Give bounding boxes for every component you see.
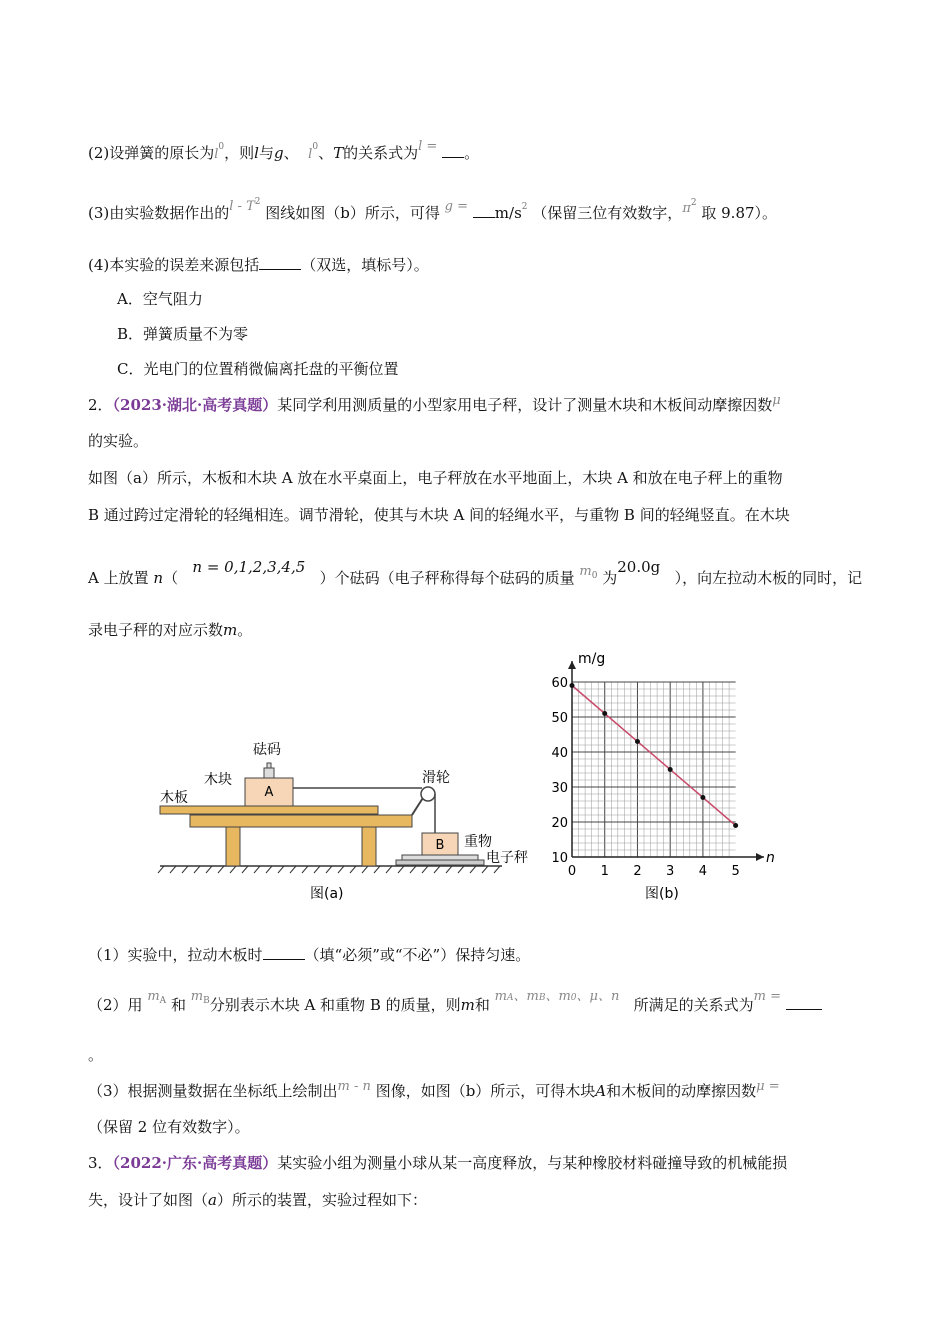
source-tag: （2023·湖北·高考真题）: [112, 396, 278, 414]
data-point: [570, 683, 575, 688]
q3-line2: 失，设计了如图（a）所示的装置，实验过程如下：: [88, 1191, 427, 1209]
caption-a: 图(a): [310, 886, 344, 902]
label-pulley: 滑轮: [422, 770, 450, 786]
x-tick-label: 1: [600, 864, 609, 879]
chart-marks: [570, 683, 739, 828]
answer-blank[interactable]: [259, 255, 301, 270]
answer-blank[interactable]: [786, 995, 822, 1010]
y-tick-label: 30: [551, 781, 568, 796]
data-point: [602, 711, 607, 716]
data-point: [635, 739, 640, 744]
y-axis-label: m/g: [578, 651, 606, 667]
figure-a: [150, 730, 540, 910]
option-a: A．空气阻力: [117, 290, 203, 308]
block-b-label: B: [435, 838, 445, 853]
y-tick-label: 60: [551, 676, 568, 691]
label-scale: 电子秤: [486, 850, 528, 866]
q3-line1: 3．（2022·广东·高考真题）某实验小组为测量小球从某一高度释放，与某种橡胶材料碰撞导致的机械能损: [88, 1154, 788, 1172]
figure-b-chart: [540, 645, 800, 910]
caption-b: 图(b): [645, 886, 679, 902]
chart-axes: [568, 661, 764, 861]
y-axis-arrow: [568, 661, 576, 669]
y-tick-label: 40: [551, 746, 568, 761]
q2-line4: B 通过跨过定滑轮的轻绳相连。调节滑轮，使其与木块 A 间的轻绳水平，与重物 B 间的轻绳竖直。在木块: [88, 506, 790, 524]
x-tick-label: 4: [698, 864, 708, 879]
q2-sub3-line2: （保留 2 位有效数字）。: [88, 1118, 250, 1136]
chart-grid: [572, 682, 736, 857]
answer-blank[interactable]: [263, 945, 305, 960]
answer-blank[interactable]: [442, 143, 464, 158]
fit-line: [572, 686, 736, 826]
x-tick-label: 0: [567, 864, 577, 879]
q1-part3: (3)由实验数据作出的l - $T^2$ 图线如图（b）所示，可得 $g = m/s^2$ （保留三位有效数字，$\pi^2$ 取 9.87）。: [88, 197, 778, 222]
x-axis-label: n: [766, 850, 775, 866]
q2-sub3: （3）根据测量数据在坐标纸上绘制出m - n 图像，如图（b）所示，可得木块A和木板间的动摩擦因数μ =: [88, 1079, 780, 1100]
label-board: 木板: [160, 790, 188, 806]
q1-part2: (2)设弹簧的原长为$l^0$，则l与g、 $l^0$、T的关系式为l = 。: [88, 139, 480, 162]
x-tick-label: 2: [633, 864, 642, 879]
block-a-label: A: [264, 785, 274, 800]
label-weight: 砝码: [253, 742, 281, 758]
q2-sub1: （1）实验中，拉动木板时 （填“必须”或“不必”）保持匀速。: [88, 946, 531, 964]
data-point: [733, 823, 738, 828]
option-b: B．弹簧质量不为零: [117, 325, 249, 343]
q2-sub2: （2）用 $m^A$ 和 $m^B$分别表示木块 A 和重物 B 的质量，则m和 mA、mB、m0、μ、n 所满足的关系式为m =: [88, 995, 822, 1018]
q1-part4: (4)本实验的误差来源包括 （双选，填标号）。: [88, 256, 429, 274]
answer-blank[interactable]: [473, 203, 495, 218]
option-c: C．光电门的位置稍微偏离托盘的平衡位置: [117, 360, 399, 378]
source-tag: （2022·广东·高考真题）: [112, 1154, 278, 1172]
y-tick-label: 10: [551, 851, 568, 866]
chart-ticks: [551, 676, 739, 879]
y-tick-label: 50: [551, 711, 568, 726]
x-axis-arrow: [756, 853, 764, 861]
x-tick-label: 3: [666, 864, 675, 879]
data-point: [668, 767, 673, 772]
label-block: 木块: [204, 772, 232, 788]
q2-line3: 如图（a）所示，木板和木块 A 放在水平桌面上，电子秤放在水平地面上，木块 A 和放在电子秤上的重物: [88, 469, 783, 487]
q2-line5: A 上放置 n（ n = 0,1,2,3,4,5 ）个砝码（电子秤称得每个砝码的质量 $m^0$ 为20.0g ），向左拉动木板的同时，记: [88, 558, 863, 587]
q2-line6: 录电子秤的对应示数m。: [88, 621, 253, 639]
q2-sub2-end: 。: [88, 1046, 104, 1064]
q2-line1: 2．（2023·湖北·高考真题）某同学利用测质量的小型家用电子秤，设计了测量木块和木板间动摩擦因数μ: [88, 393, 781, 414]
label-heavy: 重物: [464, 834, 492, 850]
x-tick-label: 5: [731, 864, 740, 879]
y-tick-label: 20: [551, 816, 568, 831]
q2-line2: 的实验。: [88, 432, 149, 450]
data-point: [700, 795, 705, 800]
